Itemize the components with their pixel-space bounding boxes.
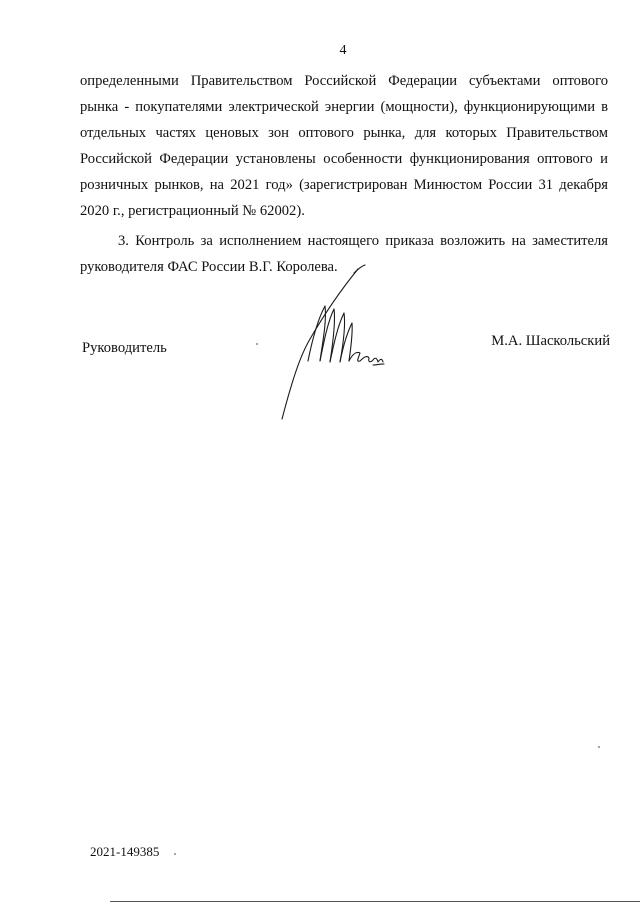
paragraph-line: рынка - покупателями электрической энергии (мощности), функционирующими в: [80, 99, 608, 115]
scan-speck: [174, 853, 176, 855]
scan-speck: [598, 746, 600, 748]
paragraph-line: розничных рынков, на 2021 год» (зарегистрирован Минюстом России 31 декабря: [80, 177, 608, 193]
handwritten-signature: [270, 261, 400, 426]
paragraph-line: 3. Контроль за исполнением настоящего приказа возложить на заместителя: [118, 233, 608, 249]
page-number: 4: [339, 43, 347, 58]
signatory-title: Руководитель: [82, 340, 167, 356]
paragraph-line: 2020 г., регистрационный № 62002).: [80, 203, 305, 219]
document-registration-code: 2021-149385: [90, 844, 160, 859]
paragraph-continuation: [80, 68, 608, 224]
paragraph-line: отдельных частях ценовых зон оптового рынка, для которых Правительством: [80, 125, 608, 141]
signatory-name: М.А. Шаскольский: [491, 333, 610, 349]
paragraph-line: определенными Правительством Российской Федерации субъектами оптового: [80, 73, 608, 89]
scan-speck: [256, 343, 258, 345]
scan-edge-line: [110, 901, 640, 902]
signature-block: [0, 335, 640, 445]
paragraph-line: руководителя ФАС России В.Г. Королева.: [80, 259, 338, 275]
paragraph-line: Российской Федерации установлены особенности функционирования оптового и: [80, 151, 608, 167]
